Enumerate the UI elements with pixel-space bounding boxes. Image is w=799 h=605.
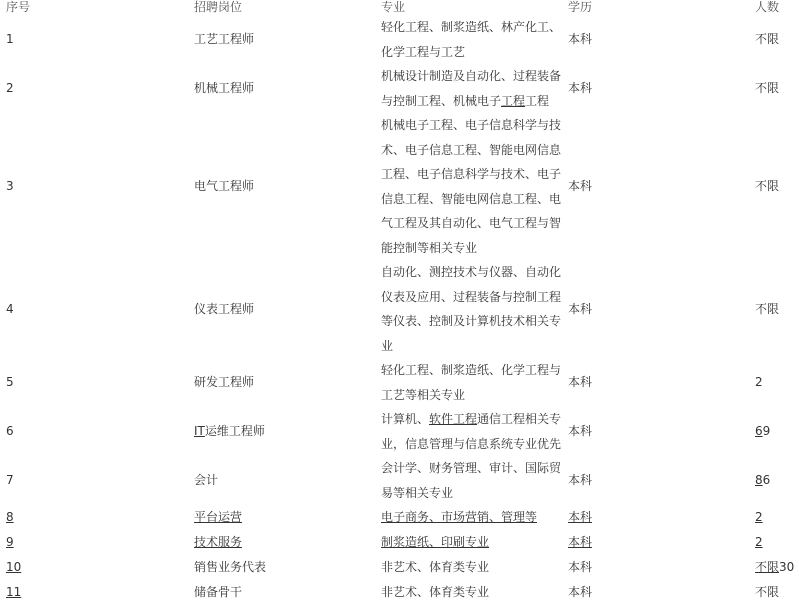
- index-link[interactable]: 10: [6, 560, 22, 575]
- table-row: [0, 530, 799, 555]
- cell-position: 仪表工程师: [194, 301, 255, 316]
- cell-degree: 本科: [568, 585, 593, 600]
- cell-count: 不限: [755, 301, 780, 316]
- cell-position: [188, 407, 375, 456]
- major-text: 通信工程相关专业，信息管理与信息系统专业优先: [381, 412, 562, 451]
- cell-index: [0, 580, 188, 605]
- major-text: 工程: [525, 93, 550, 108]
- table-row: [0, 456, 799, 505]
- cell-major: [375, 530, 562, 555]
- position-link[interactable]: IT: [194, 424, 205, 439]
- index-link[interactable]: 9: [6, 535, 14, 550]
- cell-major: 会计学、财务管理、审计、国际贸易等相关专业: [381, 461, 562, 500]
- cell-position: 销售业务代表: [194, 560, 267, 575]
- major-link[interactable]: 工程: [501, 93, 526, 108]
- cell-major: 非艺术、体育类专业: [381, 585, 490, 600]
- cell-position: 储备骨干: [194, 585, 243, 600]
- cell-degree: 本科: [568, 81, 593, 96]
- cell-position: 会计: [194, 473, 219, 488]
- table-row: [0, 407, 799, 456]
- table-row: [0, 260, 799, 358]
- table-row: [0, 64, 799, 113]
- cell-position: [188, 530, 375, 555]
- degree-link[interactable]: 本科: [568, 510, 593, 525]
- major-text: 计算机、: [381, 412, 430, 426]
- header-row: [0, 0, 799, 15]
- count-text: 6: [762, 473, 771, 488]
- cell-position: 机械工程师: [194, 81, 255, 96]
- cell-degree: [562, 530, 749, 555]
- count-link[interactable]: 8: [755, 473, 763, 488]
- cell-index: [0, 555, 188, 580]
- cell-major: 轻化工程、制浆造纸、林产化工、化学工程与工艺: [381, 20, 562, 59]
- cell-count: [749, 555, 799, 580]
- table-row: [0, 580, 799, 605]
- cell-count: [749, 456, 799, 505]
- cell-degree: 本科: [568, 473, 593, 488]
- cell-index: 1: [6, 32, 14, 47]
- cell-position: 研发工程师: [194, 375, 255, 390]
- table-row: [0, 358, 799, 407]
- cell-index: [0, 530, 188, 555]
- table-row: [0, 555, 799, 580]
- position-text: 运维工程师: [204, 424, 265, 439]
- cell-major: 自动化、测控技术与仪器、自动化仪表及应用、过程装备与控制工程等仪表、控制及计算机技术相关专业: [381, 265, 562, 353]
- cell-position: [188, 505, 375, 530]
- count-text: 9: [762, 424, 771, 439]
- cell-index: [0, 505, 188, 530]
- major-link[interactable]: 软件工程: [429, 412, 478, 426]
- cell-major: [375, 505, 562, 530]
- major-link[interactable]: 电子商务、市场营销、管理等: [381, 510, 538, 525]
- header-index: 序号: [6, 0, 31, 14]
- cell-degree: 本科: [568, 179, 593, 194]
- cell-count: 2: [755, 375, 763, 390]
- count-link[interactable]: 2: [755, 510, 763, 525]
- cell-major: [375, 64, 562, 113]
- count-text: 30: [779, 560, 795, 575]
- major-link[interactable]: 制浆造纸、印刷专业: [381, 535, 490, 550]
- cell-major: 非艺术、体育类专业: [381, 560, 490, 575]
- cell-position: 工艺工程师: [194, 32, 255, 47]
- cell-position: 电气工程师: [194, 179, 255, 194]
- cell-index: 7: [6, 473, 14, 488]
- cell-degree: 本科: [568, 301, 593, 316]
- header-position: 招聘岗位: [194, 0, 243, 14]
- table-row: [0, 505, 799, 530]
- table-row: [0, 113, 799, 260]
- position-link[interactable]: 技术服务: [194, 535, 243, 550]
- cell-count: 不限: [755, 585, 780, 600]
- table-row: [0, 15, 799, 64]
- cell-degree: [562, 505, 749, 530]
- cell-index: 3: [6, 179, 14, 194]
- cell-count: 不限: [755, 179, 780, 194]
- cell-degree: 本科: [568, 424, 593, 439]
- header-count: 人数: [755, 0, 780, 14]
- degree-link[interactable]: 本科: [568, 535, 593, 550]
- count-link[interactable]: 6: [755, 424, 763, 439]
- position-link[interactable]: 平台运营: [194, 510, 243, 525]
- index-link[interactable]: 8: [6, 510, 14, 525]
- header-degree: 学历: [568, 0, 593, 14]
- cell-count: 不限: [755, 32, 780, 47]
- cell-count: [749, 407, 799, 456]
- header-major: 专业: [381, 0, 406, 14]
- cell-index: 5: [6, 375, 14, 390]
- cell-degree: 本科: [568, 375, 593, 390]
- cell-count: [749, 505, 799, 530]
- cell-major: 机械电子工程、电子信息科学与技术、电子信息工程、智能电网信息工程、电子信息科学与技术、电子信息工程、智能电网信息工程、电气工程及其自动化、电气工程与智能控制等相关专业: [381, 118, 562, 255]
- major-text: 机械设计制造及自动化、过程装备与控制工程、机械电子: [381, 69, 562, 108]
- cell-degree: 本科: [568, 560, 593, 575]
- cell-degree: 本科: [568, 32, 593, 47]
- cell-major: 轻化工程、制浆造纸、化学工程与工艺等相关专业: [381, 363, 562, 402]
- cell-count: [749, 530, 799, 555]
- cell-index: 6: [6, 424, 14, 439]
- count-link[interactable]: 不限: [755, 560, 780, 575]
- cell-count: 不限: [755, 81, 780, 96]
- cell-major: [375, 407, 562, 456]
- cell-index: 2: [6, 81, 14, 96]
- cell-index: 4: [6, 301, 14, 316]
- index-link[interactable]: 11: [6, 585, 22, 600]
- count-link[interactable]: 2: [755, 535, 763, 550]
